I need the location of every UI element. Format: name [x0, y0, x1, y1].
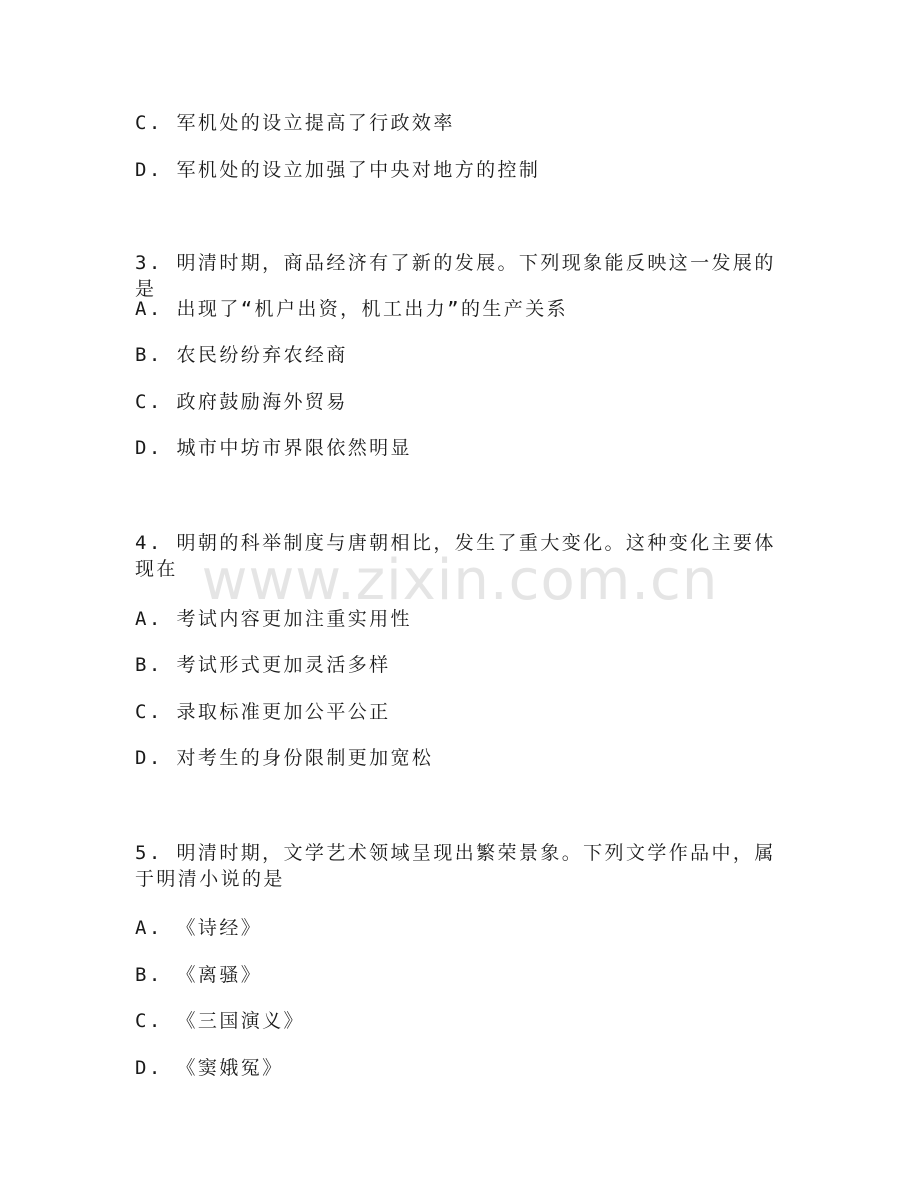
- q5-option-c: C. 《三国演义》: [135, 1010, 305, 1032]
- q5-option-a: A. 《诗经》: [135, 917, 263, 939]
- q4-option-b: B. 考试形式更加灵活多样: [135, 654, 391, 676]
- watermark: www.zixin.com.cn: [201, 548, 719, 613]
- q3-option-c: C. 政府鼓励海外贸易: [135, 391, 348, 413]
- q4-stem: 4. 明朝的科举制度与唐朝相比，发生了重大变化。这种变化主要体现在: [135, 532, 776, 580]
- q4-option-a: A. 考试内容更加注重实用性: [135, 608, 412, 630]
- q3-option-b: B. 农民纷纷弃农经商: [135, 344, 348, 366]
- q2-option-c: C. 军机处的设立提高了行政效率: [135, 112, 455, 134]
- q5-option-b: B. 《离骚》: [135, 964, 263, 986]
- q5-option-d: D. 《窦娥冤》: [135, 1057, 284, 1079]
- q2-option-d: D. 军机处的设立加强了中央对地方的控制: [135, 159, 541, 181]
- q4-option-d: D. 对考生的身份限制更加宽松: [135, 747, 434, 769]
- q3-option-d: D. 城市中坊市界限依然明显: [135, 437, 412, 459]
- q5-stem: 5. 明清时期，文学艺术领域呈现出繁荣景象。下列文学作品中，属于明清小说的是: [135, 842, 776, 890]
- q3-stem: 3. 明清时期，商品经济有了新的发展。下列现象能反映这一发展的是: [135, 252, 776, 300]
- q4-option-c: C. 录取标准更加公平公正: [135, 701, 391, 723]
- q3-option-a: A. 出现了“机户出资，机工出力”的生产关系: [135, 298, 568, 320]
